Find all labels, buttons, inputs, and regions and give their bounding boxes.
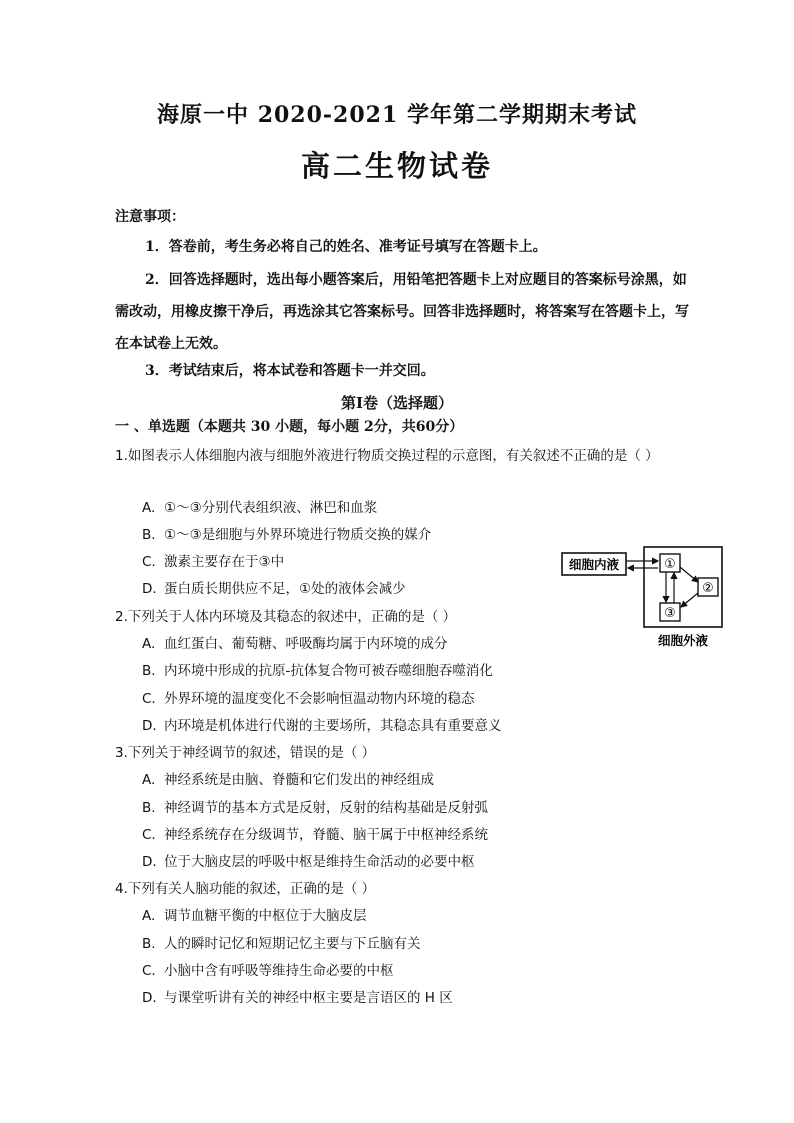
option-text: 内环境中形成的抗原-抗体复合物可被吞噬细胞吞噬消化 <box>164 663 493 679</box>
option-key: A. <box>142 908 156 924</box>
option-text: 人的瞬时记忆和短期记忆主要与下丘脑有关 <box>164 936 421 952</box>
option-text: 神经系统是由脑、脊髓和它们发出的神经组成 <box>164 772 434 788</box>
question-2-option-c <box>142 686 475 713</box>
question-1-stem: 1.如图表示人体细胞内液与细胞外液进行物质交换过程的示意图，有关叙述不正确的是（ ） <box>115 448 659 464</box>
question-4-option-d <box>142 985 453 1012</box>
notice-item-1: 1．答卷前，考生务必将自己的姓名、准考证号填写在答题卡上。 <box>145 239 547 255</box>
option-text: 血红蛋白、葡萄糖、呼吸酶均属于内环境的成分 <box>164 636 448 652</box>
question-4-option-a <box>142 903 367 930</box>
question-4-option-b <box>142 931 421 958</box>
option-text: 外界环境的温度变化不会影响恒温动物内环境的稳态 <box>164 691 475 707</box>
question-3-stem: 3.下列关于神经调节的叙述，错误的是（ ） <box>115 745 376 761</box>
question-2-stem: 2.下列关于人体内环境及其稳态的叙述中，正确的是（ ） <box>115 609 457 625</box>
exam-title: 海原一中 2020-2021 学年第二学期期末考试 <box>157 102 637 128</box>
question-1-option-c <box>142 549 284 576</box>
option-text: ①～③分别代表组织液、淋巴和血浆 <box>164 500 378 516</box>
option-key: C. <box>142 554 156 570</box>
option-key: D. <box>142 718 157 734</box>
notice-item-3: 3．考试结束后，将本试卷和答题卡一并交回。 <box>145 363 435 379</box>
option-text: 内环境是机体进行代谢的主要场所，其稳态具有重要意义 <box>164 718 502 734</box>
question-3-option-c <box>142 822 488 849</box>
subsection-title: 一 、单选题（本题共 30 小题，每小题 2分，共60分） <box>115 419 464 435</box>
option-key: B. <box>142 663 156 679</box>
question-1-option-d <box>142 576 406 603</box>
question-4-option-c <box>142 958 394 985</box>
option-key: B. <box>142 527 156 543</box>
option-text: ①～③是细胞与外界环境进行物质交换的媒介 <box>164 527 432 543</box>
question-3-option-b <box>142 795 488 822</box>
arrow-1-to-2 <box>680 567 698 582</box>
section-title: 第Ⅰ卷（选择题） <box>340 394 454 412</box>
option-key: D. <box>142 990 157 1006</box>
option-text: 位于大脑皮层的呼吸中枢是维持生命活动的必要中枢 <box>164 854 475 870</box>
question-2-option-b <box>142 658 493 685</box>
extracellular-fluid-label: 细胞外液 <box>657 633 709 648</box>
intracellular-fluid-label: 细胞内液 <box>568 557 620 572</box>
node-1-label: ① <box>664 557 676 572</box>
option-text: 激素主要存在于③中 <box>164 554 285 570</box>
option-key: A. <box>142 500 156 516</box>
option-text: 神经系统存在分级调节，脊髓、脑干属于中枢神经系统 <box>164 827 488 843</box>
option-key: C. <box>142 827 156 843</box>
option-key: A. <box>142 636 156 652</box>
notice-heading: 注意事项： <box>115 209 185 225</box>
fluid-exchange-diagram <box>560 543 740 653</box>
question-2-option-a <box>142 631 448 658</box>
option-key: C. <box>142 963 156 979</box>
question-2-option-d <box>142 713 502 740</box>
question-3-option-d <box>142 849 475 876</box>
option-text: 调节血糖平衡的中枢位于大脑皮层 <box>164 908 367 924</box>
option-key: B. <box>142 936 156 952</box>
notice-item-2: 2．回答选择题时，选出每小题答案后，用铅笔把答题卡上对应题目的答案标号涂黑，如需改动，用橡皮擦干净后，再选涂其它答案标号。回答非选择题时，将答案写在答题卡上，写在本试卷上无效。 <box>115 272 689 352</box>
option-key: D. <box>142 581 157 597</box>
option-key: B. <box>142 800 156 816</box>
option-text: 神经调节的基本方式是反射，反射的结构基础是反射弧 <box>164 800 488 816</box>
option-text: 与课堂听讲有关的神经中枢主要是言语区的 H 区 <box>164 990 453 1006</box>
question-1-option-b <box>142 522 431 549</box>
question-3-option-a <box>142 767 434 794</box>
option-text: 小脑中含有呼吸等维持生命必要的中枢 <box>164 963 394 979</box>
option-key: A. <box>142 772 156 788</box>
option-key: D. <box>142 854 157 870</box>
question-1-option-a <box>142 495 377 522</box>
question-4-stem: 4.下列有关人脑功能的叙述，正确的是（ ） <box>115 881 376 897</box>
exam-subject-title: 高二生物试卷 <box>300 149 493 183</box>
option-key: C. <box>142 691 156 707</box>
arrow-2-to-3 <box>681 593 698 607</box>
option-text: 蛋白质长期供应不足，①处的液体会减少 <box>164 581 406 597</box>
node-3-label: ③ <box>664 606 676 621</box>
node-2-label: ② <box>702 581 714 596</box>
